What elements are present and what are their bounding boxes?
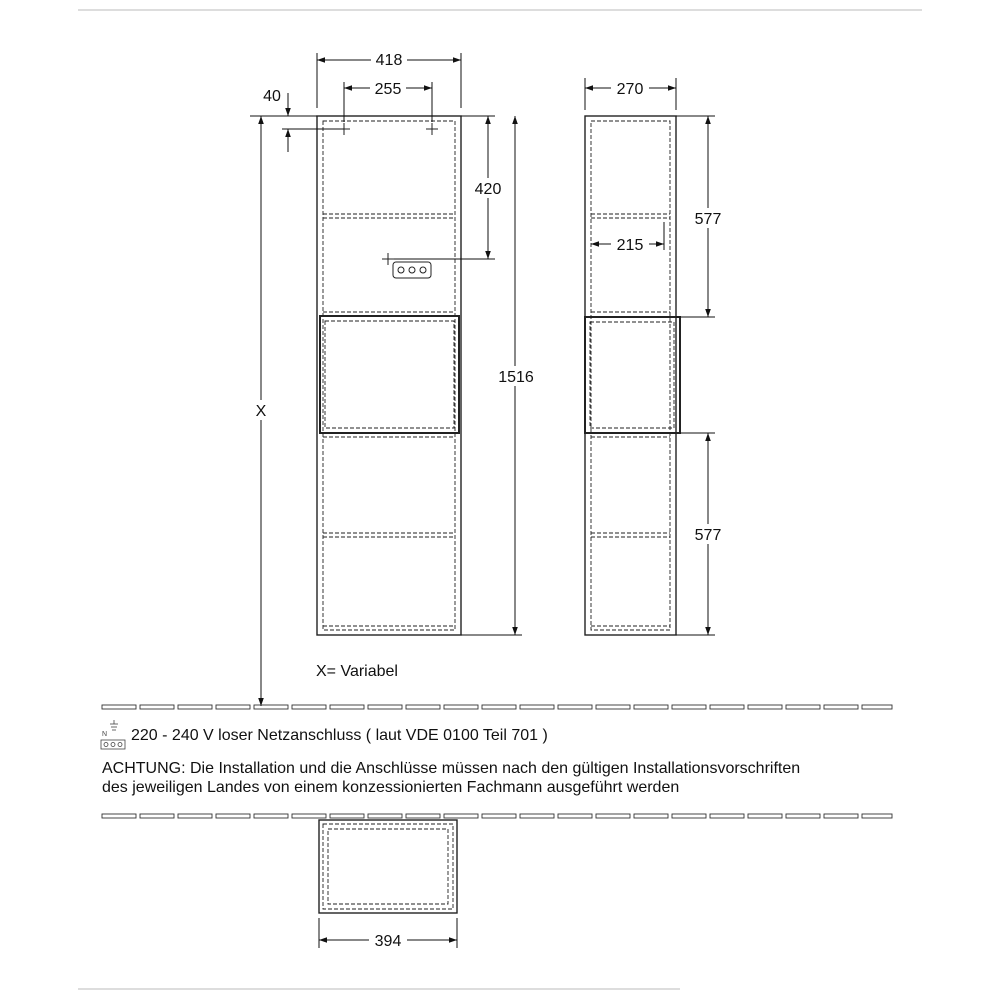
socket-outlet-icon — [393, 262, 431, 278]
side-dimension-labels — [611, 79, 728, 544]
side-outer-body — [585, 116, 676, 635]
front-outer-body — [317, 116, 461, 635]
variable-legend: X= Variabel — [316, 663, 398, 680]
side-open-niche — [585, 317, 680, 433]
socket-position-icon — [382, 253, 394, 265]
dim-270-label: 270 — [616, 81, 644, 98]
dim-394-label: 394 — [374, 933, 402, 950]
dim-420-label: 420 — [474, 181, 502, 198]
dim-215-label: 215 — [616, 237, 644, 254]
side-dimension-lines — [585, 78, 715, 635]
front-dimension-labels — [252, 50, 538, 420]
front-open-niche — [320, 316, 459, 433]
dim-1516-label: 1516 — [498, 369, 534, 386]
dim-577-upper-label: 577 — [694, 211, 722, 228]
dim-x-label: X — [255, 403, 267, 420]
dim-40-label: 40 — [263, 88, 281, 105]
top-view — [319, 820, 457, 913]
neutral-marker: N — [102, 731, 108, 738]
mounting-hole-right-icon — [426, 123, 438, 135]
tile-row-upper — [102, 705, 892, 709]
side-view — [585, 116, 680, 635]
dim-255-label: 255 — [374, 81, 402, 98]
dim-577-lower-label: 577 — [694, 527, 722, 544]
front-dimension-lines — [250, 53, 522, 706]
warning-line-1: ACHTUNG: Die Installation und die Anschlüsse müssen nach den gültigen Installationsvorschriften — [102, 760, 801, 777]
dim-418-label: 418 — [375, 52, 403, 69]
front-inner-body — [323, 121, 455, 630]
top-view-outer — [319, 820, 457, 913]
front-view — [317, 116, 461, 635]
power-connection-note: 220 - 240 V loser Netzanschluss ( laut VDE 0100 Teil 701 ) — [131, 727, 548, 744]
warning-line-2: des jeweiligen Landes von einem konzessionierten Fachmann ausgeführt werden — [102, 779, 680, 796]
tile-row-lower — [102, 814, 892, 818]
